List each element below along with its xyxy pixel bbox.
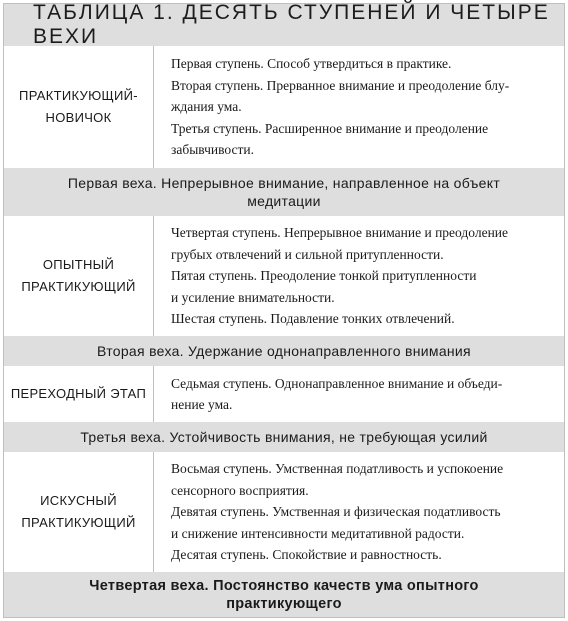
step-line: Седьмая ступень. Однонаправленное внимание и объеди- — [171, 375, 503, 391]
stage-label-line: ПРАКТИКУЮЩИЙ — [21, 515, 136, 530]
stage-label-line: ОПЫТНЫЙ — [42, 257, 115, 272]
step-line: грубых отвлечений и сильной притупленности. — [171, 246, 444, 262]
steps-cell — [154, 216, 564, 336]
steps-cell — [154, 452, 564, 572]
milestone-line: Вторая веха. Удержание однонаправленного внимания — [97, 343, 471, 359]
steps-cell — [154, 366, 564, 422]
milestone-line: практикующего — [226, 595, 342, 612]
milestone-3 — [4, 422, 564, 452]
milestone-1 — [4, 168, 564, 216]
milestone-4 — [4, 572, 564, 617]
stages-table — [3, 3, 565, 618]
stage-label-line: ИСКУСНЫЙ — [40, 493, 117, 508]
stage-experienced — [4, 216, 154, 336]
step-line: и снижение интенсивности медитативной радости. — [171, 525, 465, 541]
step-line: Первая ступень. Способ утвердиться в практике. — [171, 56, 452, 72]
step-line: Десятая ступень. Спокойствие и равностность. — [171, 547, 442, 563]
step-line: забывчивости. — [171, 142, 254, 158]
step-line: и усиление внимательности. — [171, 289, 335, 305]
milestone-line: Первая веха. Непрерывное внимание, направленное на объект — [67, 175, 501, 191]
stage-label-line: ПРАКТИКУЮЩИЙ — [21, 279, 136, 294]
steps-cell — [154, 46, 564, 168]
step-line: ждания ума. — [171, 99, 242, 115]
stage-skilled — [4, 452, 154, 572]
milestone-2 — [4, 336, 564, 366]
stage-novice — [4, 46, 154, 168]
table-title: ТАБЛИЦА 1. ДЕСЯТЬ СТУПЕНЕЙ И ЧЕТЫРЕ ВЕХИ — [4, 4, 564, 46]
table-row — [4, 366, 564, 422]
step-line: Шестая ступень. Подавление тонких отвлечений. — [171, 311, 455, 327]
milestone-line: Четвертая веха. Постоянство качеств ума опытного — [89, 577, 479, 594]
step-line: сенсорного восприятия. — [171, 482, 309, 498]
step-line: нение ума. — [171, 397, 233, 412]
step-line: Пятая ступень. Преодоление тонкой притупленности — [171, 268, 477, 284]
stage-label-line: ПРАКТИКУЮЩИЙ- — [19, 88, 138, 103]
step-line: Восьмая ступень. Умственная податливость и успокоение — [171, 461, 504, 477]
milestone-line: Третья веха. Устойчивость внимания, не требующая усилий — [80, 429, 488, 445]
stage-label-line: ПЕРЕХОДНЫЙ ЭТАП — [10, 386, 147, 401]
step-line: Третья ступень. Расширенное внимание и преодоление — [171, 120, 489, 136]
step-line: Вторая ступень. Прерванное внимание и преодоление блу- — [171, 77, 510, 93]
stage-label-line: НОВИЧОК — [45, 110, 112, 125]
step-line: Четвертая ступень. Непрерывное внимание и преодоление — [171, 225, 509, 241]
table-row — [4, 452, 564, 572]
table-row — [4, 216, 564, 336]
table-row — [4, 46, 564, 168]
stage-transition — [4, 366, 154, 422]
milestone-line: медитации — [247, 193, 321, 209]
step-line: Девятая ступень. Умственная и физическая податливость — [171, 504, 501, 520]
